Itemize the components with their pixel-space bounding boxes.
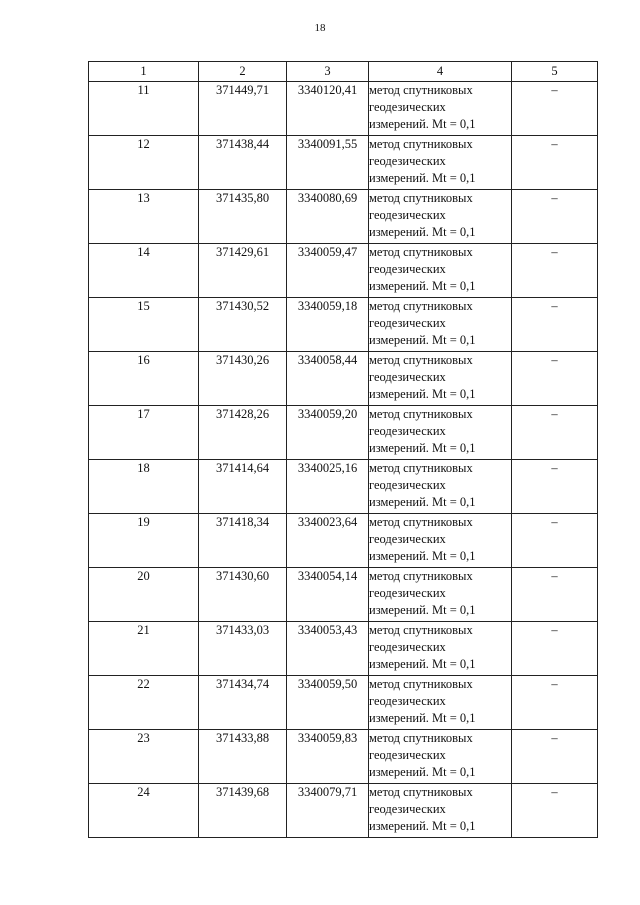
table-row	[89, 784, 598, 838]
method-cell: метод спутниковых геодезических измерений. Mt = 0,1	[369, 460, 512, 514]
x-coordinate-cell: 371430,60	[199, 568, 287, 622]
x-coordinate-cell: 371433,88	[199, 730, 287, 784]
col5-cell: –	[512, 676, 598, 730]
point-number-cell: 13	[89, 190, 199, 244]
y-coordinate-cell: 3340079,71	[287, 784, 369, 838]
col5-cell: –	[512, 352, 598, 406]
col5-cell: –	[512, 568, 598, 622]
y-coordinate-cell: 3340059,83	[287, 730, 369, 784]
point-number-cell: 20	[89, 568, 199, 622]
method-cell: метод спутниковых геодезических измерений. Mt = 0,1	[369, 730, 512, 784]
x-coordinate-cell: 371418,34	[199, 514, 287, 568]
y-coordinate-cell: 3340059,18	[287, 298, 369, 352]
point-number-cell: 16	[89, 352, 199, 406]
y-coordinate-cell: 3340025,16	[287, 460, 369, 514]
y-coordinate-cell: 3340059,20	[287, 406, 369, 460]
y-coordinate-cell: 3340059,47	[287, 244, 369, 298]
x-coordinate-cell: 371449,71	[199, 82, 287, 136]
method-cell: метод спутниковых геодезических измерений. Mt = 0,1	[369, 622, 512, 676]
method-cell: метод спутниковых геодезических измерений. Mt = 0,1	[369, 676, 512, 730]
table-row	[89, 460, 598, 514]
table-row	[89, 730, 598, 784]
table-row	[89, 406, 598, 460]
col5-cell: –	[512, 82, 598, 136]
x-coordinate-cell: 371438,44	[199, 136, 287, 190]
point-number-cell: 15	[89, 298, 199, 352]
col5-cell: –	[512, 136, 598, 190]
x-coordinate-cell: 371428,26	[199, 406, 287, 460]
method-cell: метод спутниковых геодезических измерений. Mt = 0,1	[369, 784, 512, 838]
coordinates-table	[88, 61, 598, 838]
col5-cell: –	[512, 406, 598, 460]
point-number-cell: 11	[89, 82, 199, 136]
y-coordinate-cell: 3340091,55	[287, 136, 369, 190]
point-number-cell: 22	[89, 676, 199, 730]
y-coordinate-cell: 3340058,44	[287, 352, 369, 406]
table-row	[89, 622, 598, 676]
x-coordinate-cell: 371429,61	[199, 244, 287, 298]
point-number-cell: 14	[89, 244, 199, 298]
x-coordinate-cell: 371430,52	[199, 298, 287, 352]
x-coordinate-cell: 371430,26	[199, 352, 287, 406]
col5-cell: –	[512, 784, 598, 838]
x-coordinate-cell: 371414,64	[199, 460, 287, 514]
method-cell: метод спутниковых геодезических измерений. Mt = 0,1	[369, 244, 512, 298]
point-number-cell: 17	[89, 406, 199, 460]
method-cell: метод спутниковых геодезических измерений. Mt = 0,1	[369, 136, 512, 190]
method-cell: метод спутниковых геодезических измерений. Mt = 0,1	[369, 352, 512, 406]
x-coordinate-cell: 371434,74	[199, 676, 287, 730]
point-number-cell: 19	[89, 514, 199, 568]
x-coordinate-cell: 371439,68	[199, 784, 287, 838]
method-cell: метод спутниковых геодезических измерений. Mt = 0,1	[369, 406, 512, 460]
col5-cell: –	[512, 190, 598, 244]
col5-cell: –	[512, 622, 598, 676]
method-cell: метод спутниковых геодезических измерений. Mt = 0,1	[369, 82, 512, 136]
point-number-cell: 12	[89, 136, 199, 190]
table-row	[89, 568, 598, 622]
y-coordinate-cell: 3340080,69	[287, 190, 369, 244]
header-col-1: 1	[89, 62, 199, 82]
y-coordinate-cell: 3340120,41	[287, 82, 369, 136]
table-body	[89, 82, 598, 838]
point-number-cell: 23	[89, 730, 199, 784]
table-row	[89, 82, 598, 136]
table-row	[89, 514, 598, 568]
x-coordinate-cell: 371433,03	[199, 622, 287, 676]
table-row	[89, 190, 598, 244]
method-cell: метод спутниковых геодезических измерений. Mt = 0,1	[369, 298, 512, 352]
col5-cell: –	[512, 460, 598, 514]
page-number: 18	[314, 22, 326, 34]
point-number-cell: 21	[89, 622, 199, 676]
table-header-row	[89, 62, 598, 82]
y-coordinate-cell: 3340023,64	[287, 514, 369, 568]
x-coordinate-cell: 371435,80	[199, 190, 287, 244]
header-col-2: 2	[199, 62, 287, 82]
point-number-cell: 24	[89, 784, 199, 838]
y-coordinate-cell: 3340059,50	[287, 676, 369, 730]
col5-cell: –	[512, 730, 598, 784]
y-coordinate-cell: 3340053,43	[287, 622, 369, 676]
col5-cell: –	[512, 244, 598, 298]
table-row	[89, 676, 598, 730]
col5-cell: –	[512, 298, 598, 352]
table-row	[89, 298, 598, 352]
table-row	[89, 352, 598, 406]
point-number-cell: 18	[89, 460, 199, 514]
header-col-3: 3	[287, 62, 369, 82]
y-coordinate-cell: 3340054,14	[287, 568, 369, 622]
method-cell: метод спутниковых геодезических измерений. Mt = 0,1	[369, 190, 512, 244]
method-cell: метод спутниковых геодезических измерений. Mt = 0,1	[369, 568, 512, 622]
table-row	[89, 244, 598, 298]
method-cell: метод спутниковых геодезических измерений. Mt = 0,1	[369, 514, 512, 568]
header-col-5: 5	[512, 62, 598, 82]
col5-cell: –	[512, 514, 598, 568]
header-col-4: 4	[369, 62, 512, 82]
table-row	[89, 136, 598, 190]
